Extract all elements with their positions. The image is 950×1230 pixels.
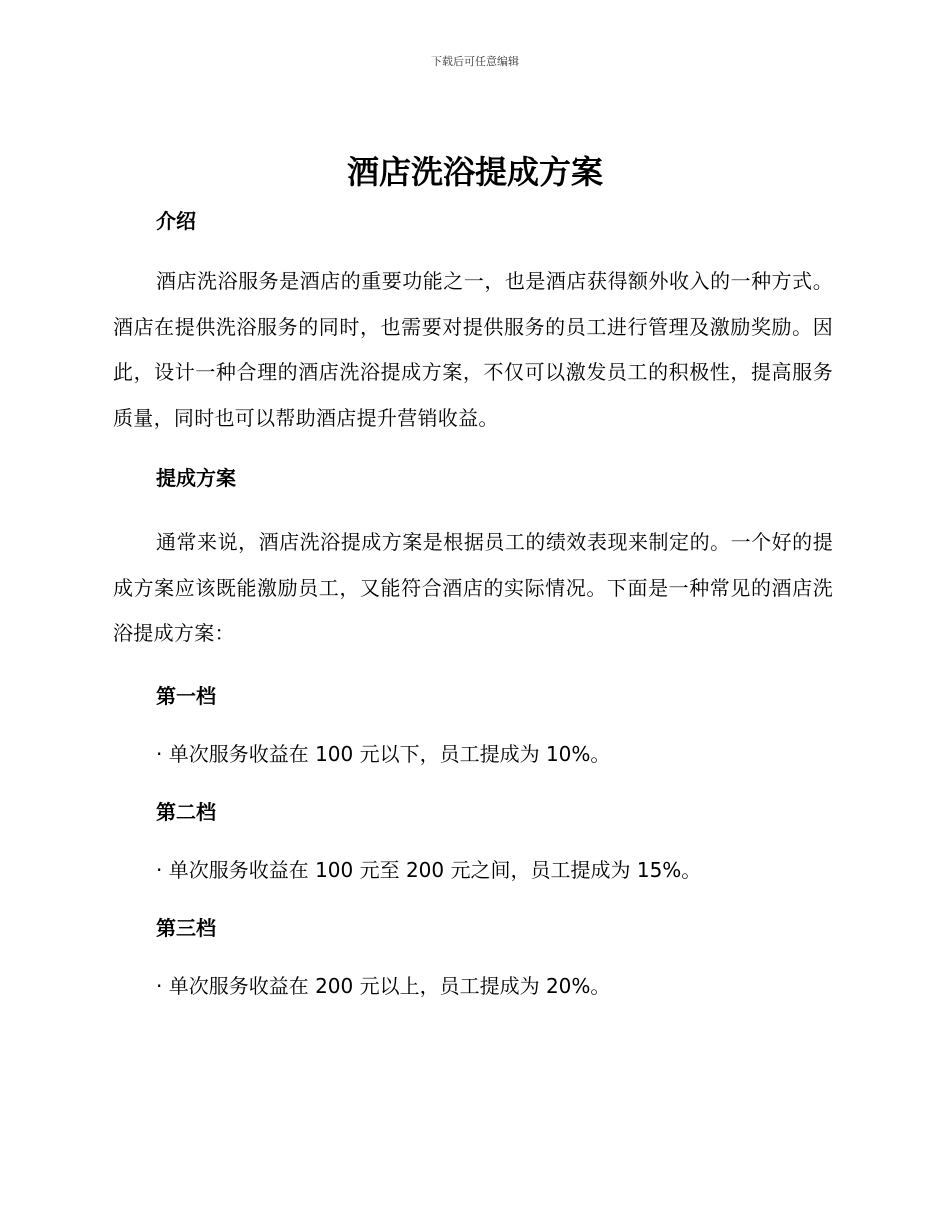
- section-heading-tier2: 第二档: [156, 799, 216, 824]
- section-heading-tier3: 第三档: [156, 915, 216, 940]
- bullet-tier3: · 单次服务收益在 200 元以上，员工提成为 20%。: [156, 973, 611, 998]
- page-header-note: 下载后可任意编辑: [431, 55, 519, 68]
- document-body: [113, 204, 833, 1003]
- paragraph-intro: 酒店洗浴服务是酒店的重要功能之一，也是酒店获得额外收入的一种方式。酒店在提供洗浴服务的同时，也需要对提供服务的员工进行管理及激励奖励。因此，设计一种合理的酒店洗浴提成方案，不仅可以激发员工的积极性，提高服务质量，同时也可以帮助酒店提升营销收益。: [113, 269, 833, 430]
- section-heading-plan: 提成方案: [156, 466, 236, 490]
- bullet-tier1: · 单次服务收益在 100 元以下，员工提成为 10%。: [156, 741, 611, 766]
- section-heading-intro: 介绍: [156, 209, 196, 233]
- bullet-tier2: · 单次服务收益在 100 元至 200 元之间，员工提成为 15%。: [156, 857, 702, 882]
- document-title: 酒店洗浴提成方案: [346, 153, 603, 191]
- section-heading-tier1: 第一档: [156, 683, 216, 708]
- paragraph-plan: 通常来说，酒店洗浴提成方案是根据员工的绩效表现来制定的。一个好的提成方案应该既能激励员工，又能符合酒店的实际情况。下面是一种常见的酒店洗浴提成方案：: [113, 530, 833, 645]
